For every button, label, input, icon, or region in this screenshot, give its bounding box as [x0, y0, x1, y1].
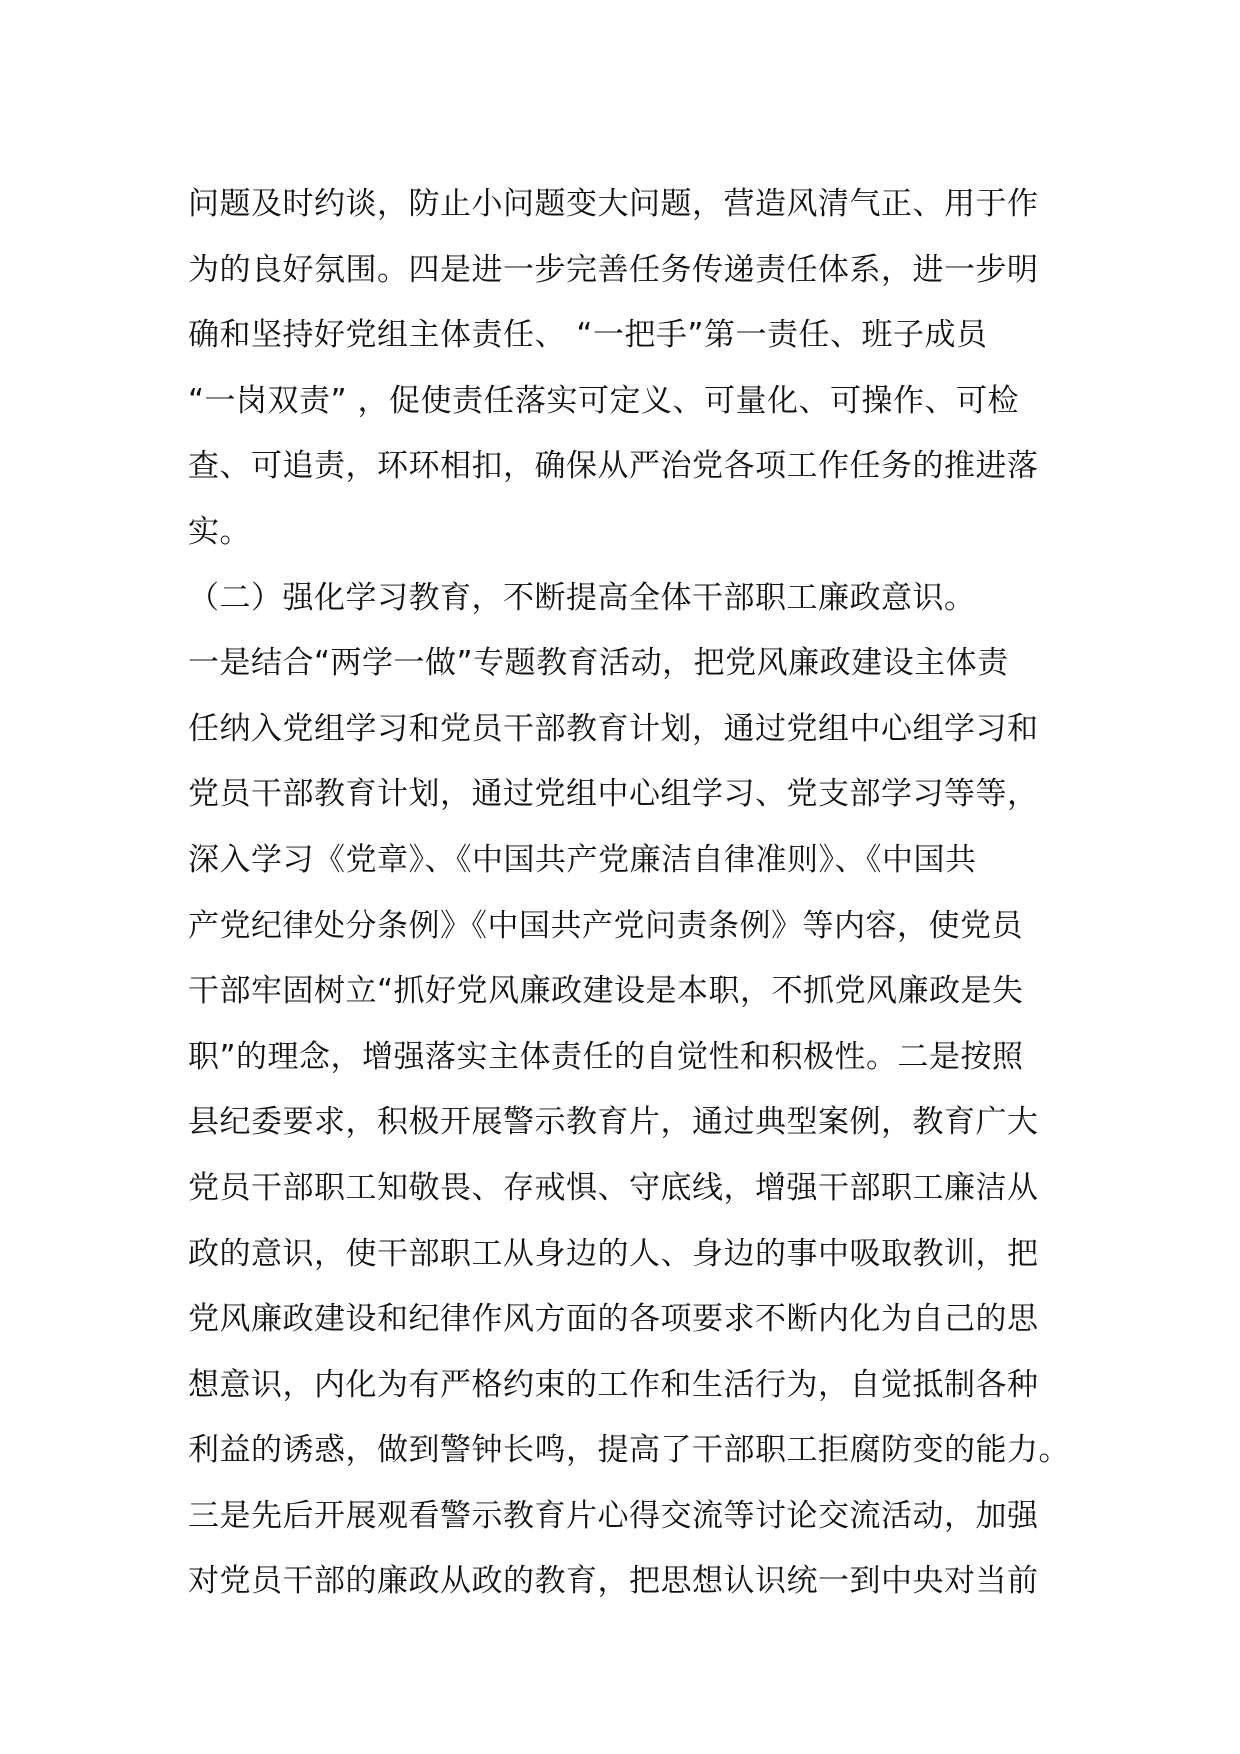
text-line: 实。 [188, 513, 251, 550]
section-heading-line: （二）强化学习教育，不断提高全体干部职工廉政意识。 [188, 579, 976, 616]
text-line: 干部牢固树立“抓好党风廉政建设是本职，不抓党风廉政是失 [188, 973, 1024, 1010]
text-line: 确和坚持好党组主体责任、 “一把手”第一责任、班子成员 [188, 317, 988, 354]
text-line: 查、可追责，环环相扣，确保从严治党各项工作任务的推进落 [188, 448, 1039, 485]
text-line: 产党纪律处分条例》《中国共产党问责条例》等内容，使党员 [188, 907, 1023, 944]
text-line: “一岗双责” ，促使责任落实可定义、可量化、可操作、可检 [188, 382, 1019, 419]
text-line: 想意识，内化为有严格约束的工作和生活行为，自觉抵制各种 [188, 1366, 1039, 1403]
text-line: 县纪委要求，积极开展警示教育片，通过典型案例，教育广大 [188, 1104, 1039, 1141]
text-line: 利益的诱惑，做到警钟长鸣，提高了干部职工拒腐防变的能力。 [188, 1432, 1070, 1469]
text-line: 问题及时约谈，防止小问题变大问题，营造风清气正、用于作 [188, 186, 1039, 222]
text-line: 对党员干部的廉政从政的教育，把思想认识统一到中央对当前 [188, 1563, 1039, 1600]
text-line: 党员干部教育计划，通过党组中心组学习、党支部学习等等， [188, 776, 1039, 813]
text-line: 政的意识，使干部职工从身边的人、身边的事中吸取教训，把 [188, 1235, 1039, 1272]
text-line: 职”的理念，增强落实主体责任的自觉性和积极性。二是按照 [188, 1038, 1024, 1075]
text-line: 为的良好氛围。四是进一步完善任务传递责任体系，进一步明 [188, 251, 1039, 288]
text-line: 一是结合“两学一做”专题教育活动，把党风廉政建设主体责 [188, 645, 1009, 682]
body-text [188, 172, 1068, 1615]
text-line: 三是先后开展观看警示教育片心得交流等讨论交流活动，加强 [188, 1497, 1039, 1534]
text-line: 深入学习《党章》、《中国共产党廉洁自律准则》、《中国共 [188, 841, 977, 878]
text-line: 任纳入党组学习和党员干部教育计划，通过党组中心组学习和 [188, 710, 1039, 747]
text-line: 党员干部职工知敬畏、存戒惧、守底线，增强干部职工廉洁从 [188, 1169, 1039, 1206]
text-line: 党风廉政建设和纪律作风方面的各项要求不断内化为自己的思 [188, 1301, 1039, 1338]
